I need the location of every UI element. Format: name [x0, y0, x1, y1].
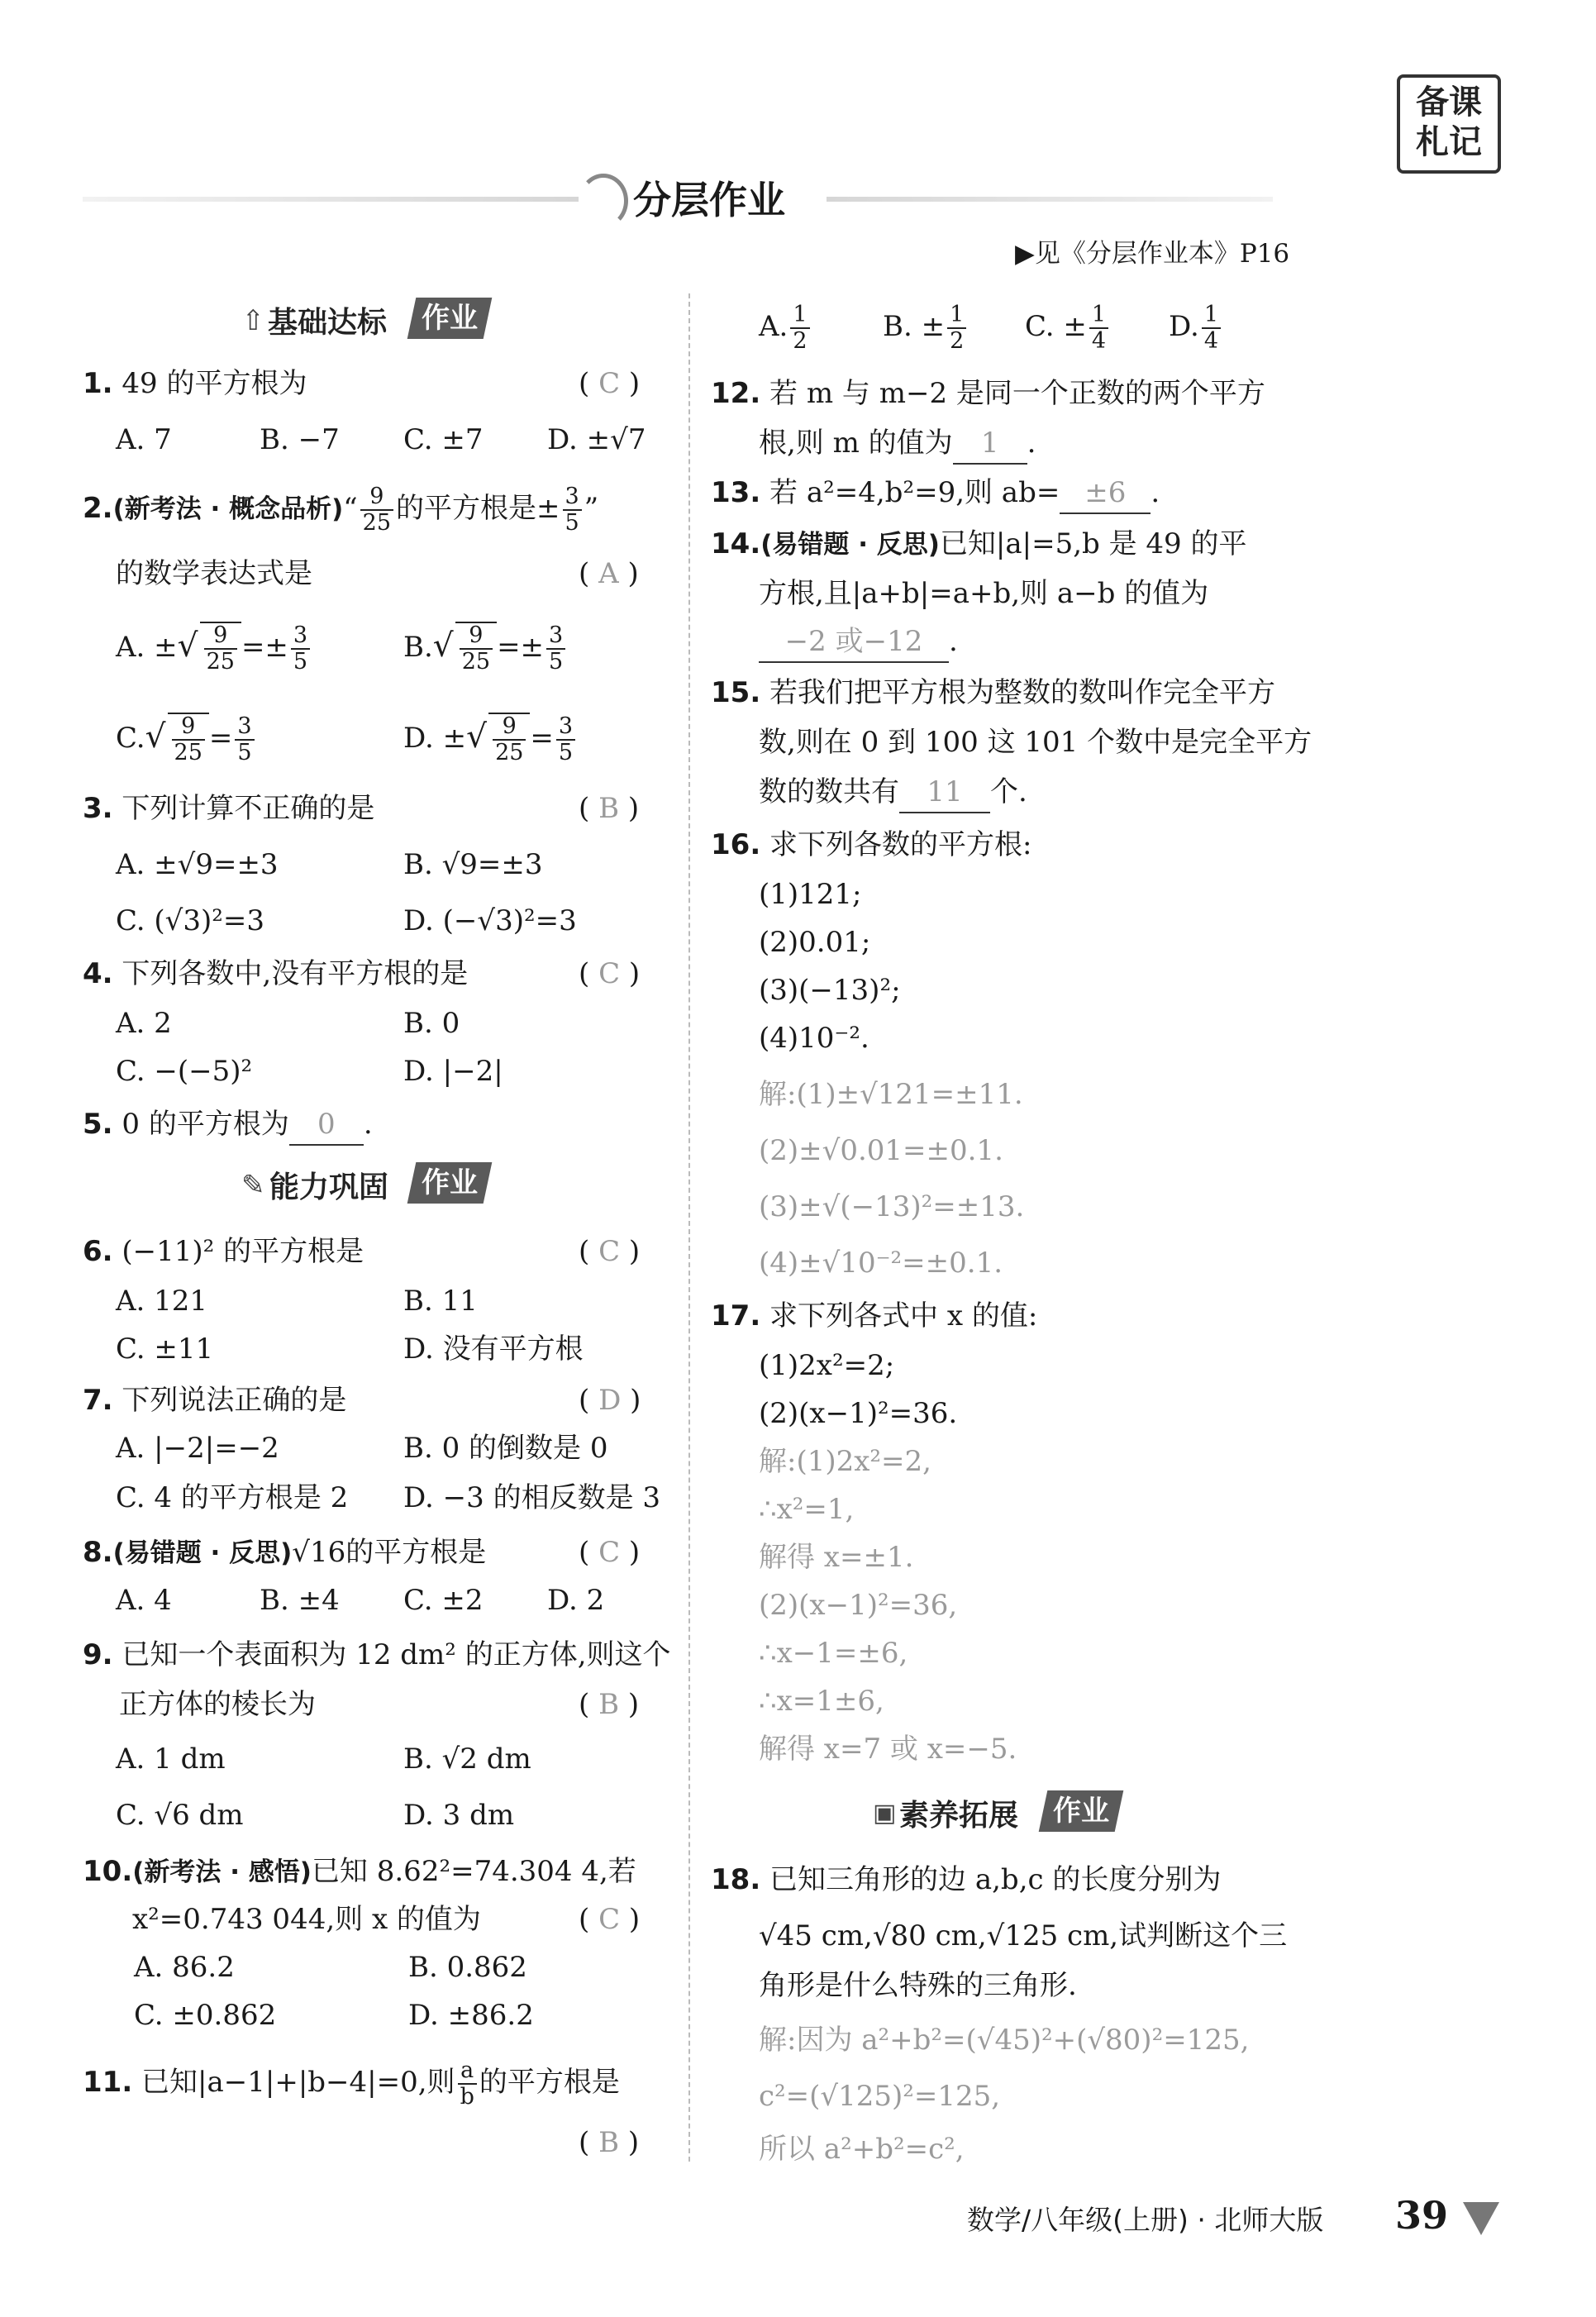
q15: 15. 若我们把平方根为整数的数叫作完全平方 [711, 676, 1276, 709]
q8-option-b: B. ±4 [260, 1584, 340, 1617]
q7-option-d: D. −3 的相反数是 3 [403, 1481, 661, 1514]
q7-option-c: C. 4 的平方根是 2 [116, 1481, 349, 1514]
q10-option-d: D. ±86.2 [408, 1999, 534, 2032]
q7-option-b: B. 0 的倒数是 0 [403, 1432, 608, 1465]
q8-option-d: D. 2 [547, 1584, 605, 1617]
q1-option-b: B. −7 [260, 423, 340, 456]
corner-badge-line1: 备课 [1416, 83, 1482, 122]
q2-answer: ( A ) [579, 557, 639, 590]
q3-answer: ( B ) [579, 792, 640, 825]
q3-option-c: C. (√3)²=3 [116, 904, 264, 937]
footer-book-info: 数学/八年级(上册) · 北师大版 [967, 2204, 1324, 2236]
corner-badge [1397, 74, 1501, 174]
q4: 4. 下列各数中,没有平方根的是 [83, 957, 469, 990]
q4-option-a: A. 2 [116, 1007, 172, 1040]
section-book-icon: ▣ [873, 1799, 897, 1828]
q6-option-a: A. 121 [116, 1285, 208, 1318]
q4-option-c: C. −(−5)² [116, 1055, 253, 1088]
corner-badge-line2: 札记 [1416, 123, 1482, 161]
q9-option-d: D. 3 dm [403, 1799, 515, 1832]
section-extend-badge: 作业 [1039, 1790, 1124, 1832]
q16-item-1: (1)121; [759, 878, 862, 911]
title-swirl-icon [579, 174, 628, 228]
q4-answer: ( C ) [579, 957, 641, 990]
q1-option-d: D. ±√7 [547, 423, 646, 456]
q11-answer: ( B ) [579, 2126, 640, 2159]
q18: 18. 已知三角形的边 a,b,c 的长度分别为 [711, 1863, 1222, 1896]
q17-solution-5: ∴x−1=±6, [759, 1637, 908, 1670]
q18-solution-3: 所以 a²+b²=c², [759, 2133, 965, 2166]
page-number: 39 [1395, 2193, 1449, 2238]
q5: 5. 0 的平方根为 0 . [83, 1104, 373, 1146]
q7-option-a: A. |−2|=−2 [116, 1432, 279, 1465]
q3: 3. 下列计算不正确的是 [83, 792, 375, 825]
q15-line3: 数的数共有 11 个. [759, 772, 1027, 813]
q6-answer: ( C ) [579, 1235, 641, 1268]
q16-solution-1: 解:(1)±√121=±11. [759, 1078, 1023, 1111]
q8-answer: ( C ) [579, 1536, 641, 1569]
q16-item-4: (4)10⁻². [759, 1022, 869, 1055]
q14: 14.(易错题 · 反思)已知|a|=5,b 是 49 的平 [711, 527, 1247, 560]
q9-option-b: B. √2 dm [403, 1743, 531, 1776]
q1-option-a: A. 7 [116, 423, 172, 456]
q8-option-c: C. ±2 [403, 1584, 484, 1617]
q2-line2: 的数学表达式是 [116, 557, 312, 590]
q11: 11. 已知|a−1|+|b−4|=0,则 $\frac{a}{b}$ 的平方根是 [83, 2057, 620, 2110]
q15-line2: 数,则在 0 到 100 这 101 个数中是完全平方 [759, 726, 1313, 759]
q9: 9. 已知一个表面积为 12 dm² 的正方体,则这个 [83, 1638, 671, 1671]
reference-note: ▶见《分层作业本》P16 [1015, 239, 1290, 269]
q17-solution-3: 解得 x=±1. [759, 1541, 914, 1574]
section-arrow-icon: ⇧ [241, 304, 265, 337]
page-title: 分层作业 [633, 178, 785, 222]
q17-item-1: (1)2x²=2; [759, 1349, 895, 1382]
q7-answer: ( D ) [579, 1384, 641, 1417]
q12-line2: 根,则 m 的值为 1 . [759, 423, 1036, 465]
q17-solution-2: ∴x²=1, [759, 1493, 855, 1526]
q10-line2: x²=0.743 044,则 x 的值为 [132, 1903, 481, 1936]
q18-solution-2: c²=(√125)²=125, [759, 2080, 1001, 2113]
q1: 1. 49 的平方根为 [83, 367, 307, 400]
column-divider [688, 293, 690, 2162]
q18-line2: √45 cm,√80 cm,√125 cm,试判断这个三 [759, 1919, 1288, 1952]
q16: 16. 求下列各数的平方根: [711, 828, 1032, 861]
q16-solution-2: (2)±√0.01=±0.1. [759, 1134, 1003, 1167]
q9-option-c: C. √6 dm [116, 1799, 244, 1832]
section-basic-title: 基础达标 [268, 306, 388, 340]
q16-solution-3: (3)±√(−13)²=±13. [759, 1190, 1025, 1223]
q16-solution-4: (4)±√10⁻²=±0.1. [759, 1247, 1003, 1280]
q16-item-2: (2)0.01; [759, 926, 871, 959]
q1-option-c: C. ±7 [403, 423, 484, 456]
q6-option-d: D. 没有平方根 [403, 1333, 584, 1366]
q6-option-c: C. ±11 [116, 1333, 214, 1366]
q14-line3: −2 或−12 . [759, 622, 958, 663]
q9-option-a: A. 1 dm [116, 1743, 226, 1776]
title-decoration-left [83, 197, 579, 202]
q8: 8.(易错题 · 反思)√16的平方根是 [83, 1536, 487, 1569]
q18-line3: 角形是什么特殊的三角形. [759, 1969, 1077, 2002]
q17-item-2: (2)(x−1)²=36. [759, 1397, 958, 1430]
q3-option-b: B. √9=±3 [403, 848, 543, 881]
q6: 6. (−11)² 的平方根是 [83, 1235, 364, 1268]
q14-line2: 方根,且|a+b|=a+b,则 a−b 的值为 [759, 577, 1209, 610]
q2: 2.(新考法 · 概念品析)“ $\frac{9}{25}$ 的平方根是± $\frac{3}{5}$ ” [83, 484, 599, 536]
q9-answer: ( B ) [579, 1688, 640, 1721]
q9-line2: 正方体的棱长为 [119, 1688, 316, 1721]
q3-option-a: A. ±√9=±3 [116, 848, 279, 881]
footer-corner-icon [1463, 2202, 1499, 2235]
q12: 12. 若 m 与 m−2 是同一个正数的两个平方 [711, 377, 1265, 410]
q2-option-b: B.√ $\frac{9}{25}$ =± $\frac{3}{5}$ [403, 622, 568, 675]
section-ability-badge: 作业 [407, 1162, 493, 1204]
section-basic-badge: 作业 [407, 298, 493, 339]
q18-solution-1: 解:因为 a²+b²=(√45)²+(√80)²=125, [759, 2024, 1250, 2057]
q17-solution-1: 解:(1)2x²=2, [759, 1445, 931, 1478]
q11-option-c: C. ± $\frac{1}{4}$ [1025, 303, 1111, 354]
q11-option-d: D. $\frac{1}{4}$ [1169, 303, 1223, 354]
q1-answer: ( C ) [579, 367, 641, 400]
q2-option-c: C.√ $\frac{9}{25}$ = $\frac{3}{5}$ [116, 713, 257, 765]
q4-option-b: B. 0 [403, 1007, 460, 1040]
q17-solution-6: ∴x=1±6, [759, 1685, 884, 1718]
q6-option-b: B. 11 [403, 1285, 478, 1318]
q17-solution-4: (2)(x−1)²=36, [759, 1589, 958, 1622]
q11-option-b: B. ± $\frac{1}{2}$ [883, 303, 969, 354]
q17-solution-7: 解得 x=7 或 x=−5. [759, 1733, 1017, 1766]
q4-option-d: D. |−2| [403, 1055, 503, 1088]
q10-answer: ( C ) [579, 1903, 641, 1936]
section-extend-title: 素养拓展 [899, 1799, 1019, 1833]
q2-option-a: A. ±√ $\frac{9}{25}$ =± $\frac{3}{5}$ [116, 622, 312, 675]
q10: 10.(新考法 · 感悟)已知 8.62²=74.304 4,若 [83, 1855, 636, 1888]
q16-item-3: (3)(−13)²; [759, 974, 901, 1007]
q3-option-d: D. (−√3)²=3 [403, 904, 577, 937]
q2-option-d: D. ±√ $\frac{9}{25}$ = $\frac{3}{5}$ [403, 713, 578, 765]
q17: 17. 求下列各式中 x 的值: [711, 1299, 1038, 1333]
q11-option-a: A. $\frac{1}{2}$ [759, 303, 812, 354]
section-ability-title: 能力巩固 [269, 1170, 389, 1204]
q7: 7. 下列说法正确的是 [83, 1384, 347, 1417]
section-pen-icon: ✎ [241, 1169, 265, 1202]
q8-option-a: A. 4 [116, 1584, 172, 1617]
q13: 13. 若 a²=4,b²=9,则 ab= ±6 . [711, 473, 1160, 514]
q10-option-c: C. ±0.862 [134, 1999, 277, 2032]
title-decoration-right [827, 197, 1273, 202]
q10-option-b: B. 0.862 [408, 1951, 527, 1984]
q10-option-a: A. 86.2 [134, 1951, 235, 1984]
